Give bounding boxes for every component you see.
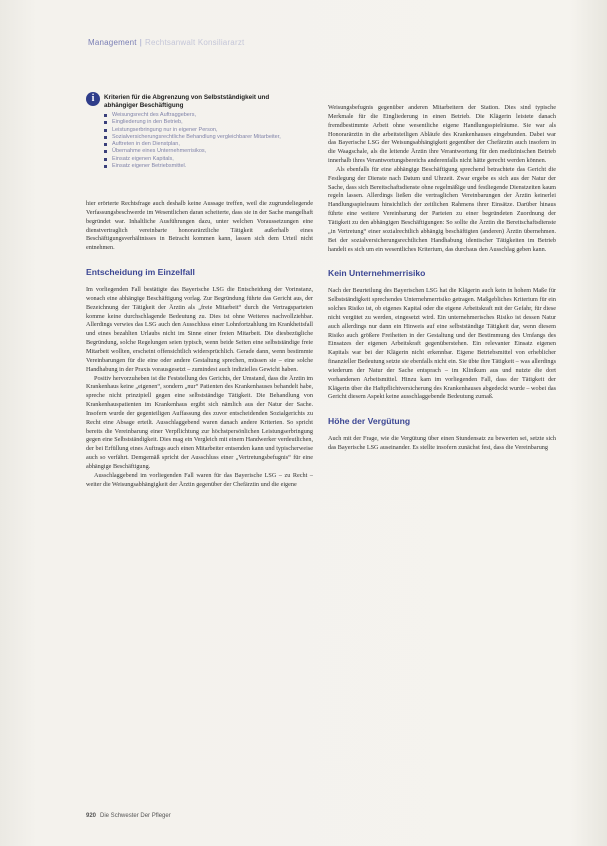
square-bullet-icon (104, 165, 107, 168)
page-number: 920 (86, 813, 97, 819)
square-bullet-icon (104, 114, 107, 117)
body-paragraph: Auch mit der Frage, wie die Vergütung über einen Stundensatz zu bewerten sei, setzte sich das Bayerische LSG auseinander. Es stellte insofern zunächst fest, dass die Vereinbarung (328, 435, 556, 452)
criteria-item: Leistungserbringung nur in eigener Person, (104, 127, 310, 134)
criteria-item: Einsatz eigenen Kapitals, (104, 156, 310, 163)
body-paragraph: Im vorliegenden Fall bestätigte das Bayerische LSG die Entscheidung der Vorinstanz, wonach eine abhängige Beschäftigung vorlag. Zur Begründung führte das Gericht aus, der Bezeichnung der Tätigkeit der Ärztin als „freie Mitarbeit“ durch die Vertragsparteien komme keine durchschlagende Bedeutung zu. Dies ist ohne Weiteres nachvollziehbar. Allerdings verwies das LSG auch den Ausschluss einer Lohnfortzahlung im Krankheitsfall und eines bezahlten Urlaubs nicht im Sinne einer freien Mitarbeit. Die diesbezügliche Begründung, solche Regelungen seien typisch, wenn beide Seiten eine selbstständige freie Mitarbeit wollten, erscheint offensichtlich widersprüchlich. Gerade dann, wenn bestimmte Vereinbarungen für die eine oder andere Gestaltung sprechen, müssen sie – eine solche Handhabung in der Praxis vorausgesetzt – zumindest auch indizielles Gewicht haben. (86, 286, 313, 373)
header-subtitle: Rechtsanwalt Konsiliararzt (144, 38, 245, 47)
left-column (86, 200, 313, 489)
square-bullet-icon (104, 143, 107, 146)
intro-paragraph: hier erörterte Rechtsfrage auch deshalb keine Aussage treffen, weil die zugrundeliegende Verfassungsbeschwerde im Wesentlichen daran scheiterte, dass sie in der Sache mangelhaft begründet war. Inhaltliche Ausführungen dazu, unter welchen Voraussetzungen eine dienstvertraglich vereinbarte honorarärztliche Tätigkeit außerhalb eines Beschäftigungsverhältnisses in Betracht kommen kann, lassen sich dem Urteil nicht entnehmen. (86, 200, 313, 252)
criteria-item: Eingliederung in den Betrieb, (104, 119, 310, 126)
square-bullet-icon (104, 121, 107, 124)
criteria-infobox (86, 92, 312, 188)
body-paragraph: Nach der Beurteilung des Bayerischen LSG hat die Klägerin auch kein in hohem Maße für Selbstständigkeit sprechendes Unternehmerrisiko getragen. Maßgebliches Kriterium für ein solches Risiko ist, ob eigenes Kapital oder die eigene Arbeitskraft mit der Gefahr, für diese nicht vergütet zu werden, eingesetzt wird. Ein unternehmerisches Risiko ist dessen Natur auch allerdings nur dann ein Hinweis auf eine selbstständige Tätigkeit dar, wenn diesem Risiko auch größere Freiheiten in der Gestaltung und der Bestimmung des Umfangs des Einsatzes der eigenen Arbeitskraft gegenüberstehen. Ein relevanter Einsatz eigenen Kapitals war bei der Klägerin nicht erkennbar. Eigene Betriebsmittel von erheblicher finanzieller Bedeutung setzte sie ebenfalls nicht ein. Sie übte ihre Tätigkeit – was allerdings wiederum der Natur der Sache entsprach – im Klinikum aus und nutzte die dort vorhandenen Arbeitsmittel. Hinzu kam im vorliegenden Fall, dass der Tätigkeit der Klägerin über die Haftpflichtversicherung des Krankenhauses abgedeckt wurde – wobei das Gericht diesem Aspekt keine ausschlaggebende Bedeutung zumaß. (328, 287, 556, 401)
criteria-item: Übernahme eines Unternehmerrisikos, (104, 148, 310, 155)
body-paragraph: Positiv hervorzuheben ist die Feststellung des Gerichts, der Umstand, dass die Ärztin im Krankenhaus keine „eigenen“, sondern „nur“ Patienten des Krankenhauses behandelt habe, spreche nicht prinzipiell gegen eine selbstständige Tätigkeit. Die Behandlung von Krankenhauspatienten im Krankenhaus ergibt sich nämlich aus der Natur der Sache. Insofern wurde der gegenteiligen Auffassung des zuvor entscheidenden Sozialgerichts zu Recht eine Absage erteilt. Ausschlaggebend waren danach andere Kriterien. So spricht bereits die Vereinbarung einer Verpflichtung zur höchstpersönlichen Leistungserbringung gegen eine Selbstständigkeit. Dies mag ein Vergleich mit einem Handwerker verdeutlichen, der bei Erfüllung eines Auftrags auch einen Mitarbeiter entsenden kann und typischerweise auch so verfährt. Demgemäß spricht der Ausschluss einer „Vertretungsbefugnis“ für eine abhängige Beschäftigung. (86, 374, 313, 470)
info-icon: i (86, 92, 100, 106)
heading-entscheidung: Entscheidung im Einzelfall (86, 267, 195, 278)
criteria-item: Einsatz eigener Betriebsmittel. (104, 163, 310, 170)
header-section: Management (88, 38, 137, 47)
criteria-list (104, 112, 310, 170)
square-bullet-icon (104, 158, 107, 161)
heading-verguetung: Höhe der Vergütung (328, 416, 411, 427)
journal-name: Die Schwester Der Pfleger (100, 813, 171, 819)
criteria-item: Auftreten in den Dienstplan, (104, 141, 310, 148)
body-paragraph: Ausschlaggebend im vorliegenden Fall waren für das Bayerische LSG – zu Recht – weiter die Weisungsabhängigkeit der Ärztin gegenüber der Chefärztin und die eigene (86, 471, 313, 488)
square-bullet-icon (104, 150, 107, 153)
criteria-item: Sozialversicherungsrechtliche Behandlung vergleichbarer Mitarbeiter, (104, 134, 310, 141)
right-column (328, 104, 556, 453)
square-bullet-icon (104, 136, 107, 139)
square-bullet-icon (104, 129, 107, 132)
running-header (88, 38, 244, 47)
infobox-title: Kriterien für die Abgrenzung von Selbstständigkeit und abhängiger Beschäftigung (104, 94, 270, 109)
body-paragraph: Weisungsbefugnis gegenüber anderen Mitarbeitern der Station. Dies sind typische Merkmale für die Eingliederung in einen Betrieb. Die Klägerin leistete danach fremdbestimmte Arbeit ohne wesentliche eigene Handlungsspielräume. Sie war als Honorarärztin in die arbeitsteiligen Abläufe des Krankenhauses eingebunden. Dabei war das Bayerische LSG der Weisungsabhängigkeit gegenüber der Chefärztin auch insofern in die Waagschale, als die leitende Ärztin ihre Verantwortung für den medizinischen Betrieb innerhalb ihres Verantwortungsbereichs anderenfalls nicht hätte gerecht werden können. (328, 104, 556, 165)
criteria-item: Weisungsrecht des Auftraggebers, (104, 112, 310, 119)
body-paragraph: Als ebenfalls für eine abhängige Beschäftigung sprechend betrachtete das Gericht die Festlegung der Dienste nach Datum und Uhrzeit. Zwar ergebe es sich aus der Natur der Sache, dass sich Bereitschaftsdienste ohne regelmäßige und festliegende Dienstzeiten kaum regeln lassen. Allerdings ließen die vertraglichen Vereinbarungen der Ärztin keinerlei Handlungsspielraum hinsichtlich der zeitlichen Rahmens ihrer Einsätze. Darüber hinaus führte eine weitere Vereinbarung der Parteien zu einer begründeten Zuordnung der Tätigkeit zu den abhängigen Beschäftigungen: So sollte die Ärztin die Bereitschaftsdienste „in Vertretung“ einer sozialrechtlich abhängig beschäftigten (anderen) Ärztin übernehmen. Bei der sozialversicherungsrechtlichen Handhabung identischer Tätigkeiten im Betrieb handelt es sich um ein wesentliches Kriterium, das durchaus den Ausschlag geben kann. (328, 165, 556, 253)
page-footer (86, 813, 171, 819)
heading-unternehmerrisiko: Kein Unternehmerrisiko (328, 268, 426, 279)
header-separator: | (139, 38, 142, 47)
